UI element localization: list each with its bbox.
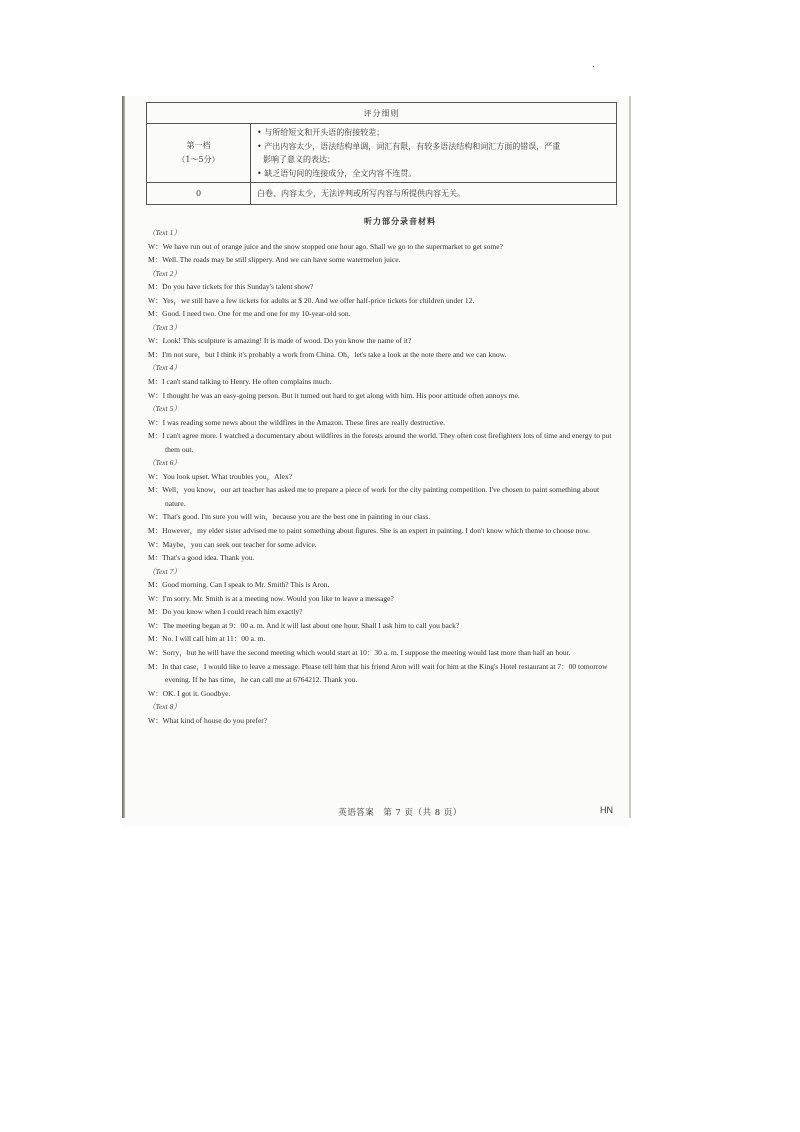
dialogue-line: M：No. I will call him at 11：00 a. m. <box>148 634 266 644</box>
page-right-edge <box>629 96 631 818</box>
dialogue-line: W：Sorry，but he will have the second meeting which would start at 10：30 a. m. I suppose the meeting would last more than half an hour. <box>148 647 571 657</box>
dialogue-line: M：I can't stand talking to Henry. He often complains much. <box>148 377 332 387</box>
dialogue-line: W：I'm sorry. Mr. Smith is at a meeting now. Would you like to leave a message? <box>148 593 394 603</box>
footer-region-code: HN <box>600 805 613 815</box>
dialogue-line: W：The meeting began at 9：00 a. m. And it will last about one hour. Shall I ask him to call you back? <box>148 620 460 630</box>
text-label: （Text 5） <box>148 404 181 414</box>
text-label: （Text 4） <box>148 363 181 373</box>
dialogue-line: W：That's good. I'm sure you will win，because you are the best one in painting in our class. <box>148 512 431 522</box>
level-cell <box>147 124 251 183</box>
page-left-edge <box>122 96 125 818</box>
zero-score-cell: 0 <box>147 183 251 205</box>
scoring-table-header: 评分细则 <box>147 103 617 124</box>
dialogue-line: M：I'm not sure，but I think it's probably a work from China. Oh，let's take a look at the note there and we can know. <box>148 349 507 359</box>
dialogue-line: M：I can't agree more. I watched a documentary about wildfires in the forests around the world. They often cost firefighters lots of time and energy to put them out. <box>148 431 614 454</box>
dialogue-line: W：We have run out of orange juice and the snow stopped one hour ago. Shall we go to the supermarket to get some? <box>148 241 503 251</box>
dialogue-line: W：You look upset. What troubles you，Alex? <box>148 471 293 481</box>
page-mark: . <box>592 60 595 70</box>
text-label: （Text 6） <box>148 458 181 468</box>
text-label: （Text 7） <box>148 566 181 576</box>
criterion-line: • 产出内容太少，语法结构单调，词汇有限，有较多语法结构和词汇方面的错误，严重 <box>257 141 561 151</box>
criterion-line: 影响了意义的表达； <box>263 155 335 164</box>
page-footer: 英语答案 第 7 页（共 8 页） <box>338 808 462 818</box>
dialogue-line: M：In that case，I would like to leave a message. Please tell him that his friend Aron will wait for him at the King's Hotel restaurant at 7：00 tomorrow evening. If he has time，he can call me at 6764212. Thank you. <box>148 661 610 685</box>
dialogue-line: W：Look! This sculpture is amazing! It is made of wood. Do you know the name of it? <box>148 336 412 346</box>
section-title: 听力部分录音材料 <box>364 216 436 226</box>
dialogue-line: W：I thought he was an easy-going person. But it turned out hard to get along with him. His poor attitude often annoys me. <box>148 390 520 400</box>
dialogue-line: W：What kind of house do you prefer? <box>148 715 268 725</box>
dialogue-line: W：Yes，we still have a few tickets for adults at $ 20. And we offer half-price tickets for children under 12. <box>148 295 475 305</box>
listening-transcript <box>148 226 618 727</box>
text-label: （Text 3） <box>148 322 181 332</box>
dialogue-line: W：OK. I got it. Goodbye. <box>148 688 231 698</box>
text-label: （Text 2） <box>148 268 181 278</box>
level-description <box>251 124 617 183</box>
dialogue-line: M：Well，you know，our art teacher has asked me to prepare a piece of work for the city painting competition. I've chosen to paint something about nature. <box>148 485 601 508</box>
dialogue-line: W：Maybe，you can seek our teacher for some advice. <box>148 539 317 549</box>
text-label: （Text 8） <box>148 702 181 712</box>
dialogue-line: M：Well. The roads may be still slippery. And we can have some watermelon juice. <box>148 255 401 265</box>
level-name: 第一档 <box>186 141 211 150</box>
dialogue-line: M：Good. I need two. One for me and one for my 10-year-old son. <box>148 309 351 319</box>
level-range: （1～5分） <box>177 155 220 164</box>
scoring-table <box>146 102 617 205</box>
dialogue-line: M：Good morning. Can I speak to Mr. Smith? This is Aron. <box>148 580 330 590</box>
zero-score-description: 白卷、内容太少，无法评判或所写内容与所提供内容无关。 <box>251 183 617 205</box>
dialogue-line: M：Do you know when I could reach him exactly? <box>148 607 303 617</box>
dialogue-line: M：That's a good idea. Thank you. <box>148 553 255 563</box>
dialogue-line: M：Do you have tickets for this Sunday's talent show? <box>148 282 314 292</box>
text-label: （Text 1） <box>148 228 181 237</box>
dialogue-line: M：However，my elder sister advised me to paint something about figures. She is an expert in painting. I don't know which theme to choose now. <box>148 526 591 536</box>
criterion-line: • 缺乏语句间的连接成分，全文内容不连贯。 <box>257 168 417 178</box>
criterion-line: • 与所给短文和开头语的衔接较差； <box>257 128 385 137</box>
dialogue-line: W：I was reading some news about the wildfires in the Amazon. These fires are really destructive. <box>148 417 446 427</box>
